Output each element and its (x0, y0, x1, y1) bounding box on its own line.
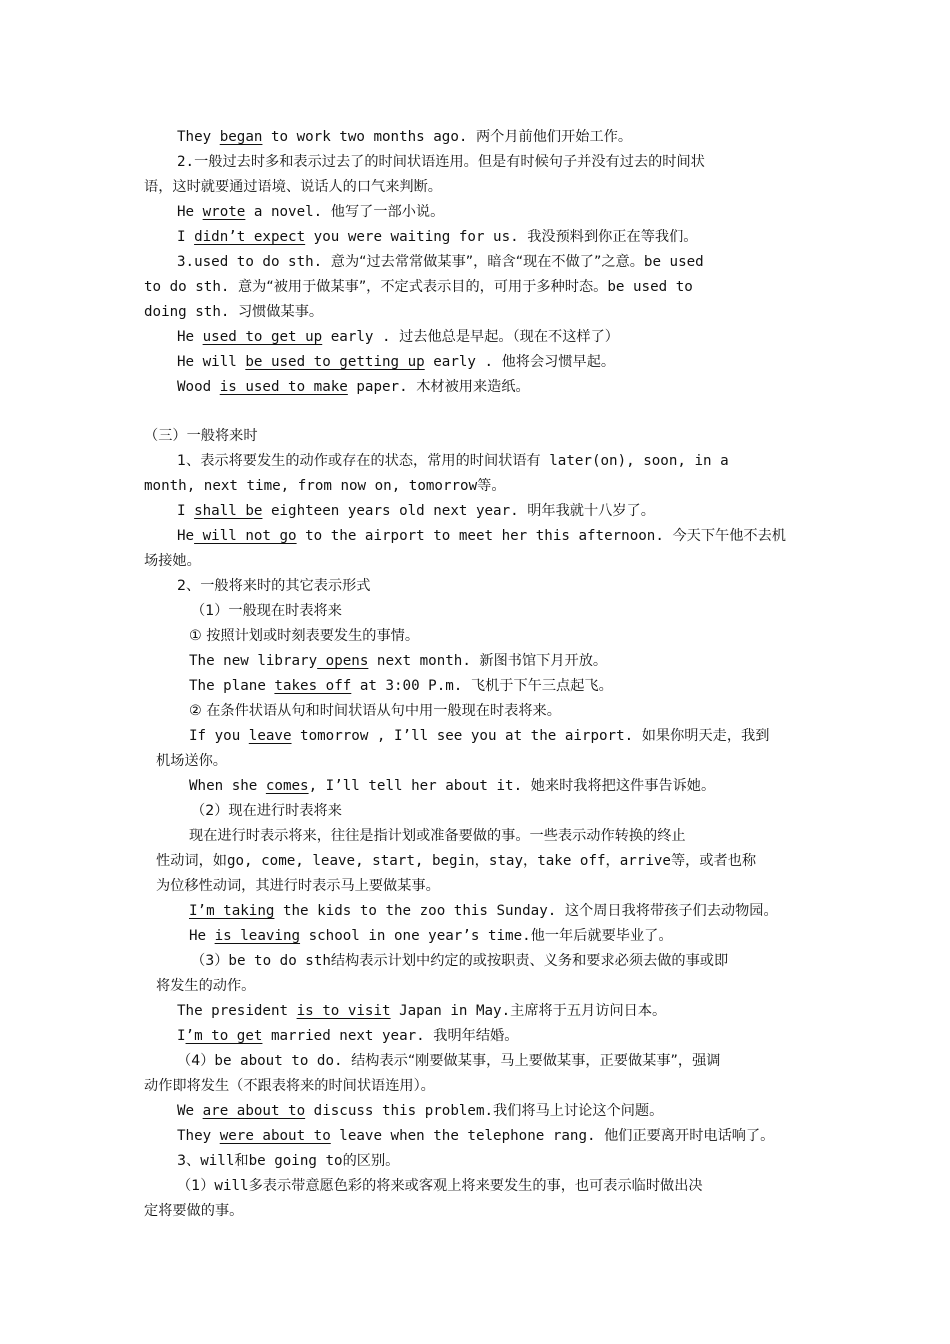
text-run: 他写了一部小说。 (330, 204, 445, 220)
text-run: doing sth. (144, 304, 238, 320)
text-line (0, 674, 950, 699)
underlined-phrase: is leaving (214, 928, 301, 944)
text-line (0, 1199, 950, 1224)
text-line (0, 749, 950, 774)
underlined-phrase: will not go (194, 528, 297, 544)
text-run: be about to do. (214, 1053, 352, 1069)
text-line (0, 424, 950, 449)
underlined-phrase: opens (317, 653, 369, 669)
text-line (0, 1149, 950, 1174)
text-run: They (177, 129, 220, 145)
underlined-phrase: be used to getting up (245, 354, 425, 370)
text-run: you were waiting for us. (305, 229, 528, 245)
text-run: eighteen years old next year. (262, 503, 528, 519)
text-run: 场接她。 (144, 553, 201, 569)
text-run: 1、表示将要发生的动作或存在的状态，常用的时间状语有 (177, 453, 541, 469)
text-run: ① 按照计划或时刻表要发生的事情。 (189, 628, 420, 644)
text-run: （1）一般现在时表将来 (191, 603, 342, 619)
text-run: 明年我就十八岁了。 (527, 503, 655, 519)
text-run: 意为“被用于做某事”，不定式表示目的，可用于多种时态。 (237, 279, 608, 295)
text-run: will (200, 1153, 235, 1169)
text-line (0, 449, 950, 474)
text-run: The president (177, 1003, 297, 1019)
underlined-phrase: ’m to get (185, 1028, 263, 1044)
text-run: 他们正要离开时电话响了。 (604, 1128, 775, 1144)
text-run: （4） (177, 1053, 215, 1069)
underlined-phrase: leave (248, 728, 292, 744)
text-run: to do sth. (144, 279, 238, 295)
text-run: The new library (189, 653, 318, 669)
underlined-phrase: were about to (219, 1128, 331, 1144)
text-run: 2、一般将来时的其它表示形式 (177, 578, 371, 594)
text-run: （2）现在进行时表将来 (191, 803, 342, 819)
text-run: （三）一般将来时 (144, 428, 258, 444)
text-run: ② 在条件状语从句和时间状语从句中用一般现在时表将来。 (189, 703, 561, 719)
text-line (0, 724, 950, 749)
text-run: Japan in May. (390, 1003, 511, 1019)
text-line (0, 649, 950, 674)
text-run: to work two months ago. (262, 129, 476, 145)
text-run: 等，或者也称 (670, 853, 757, 869)
text-run: 他一年后就要毕业了。 (530, 928, 673, 944)
text-run: paper. (347, 379, 417, 395)
text-line (0, 949, 950, 974)
text-run: 过去他总是早起。（现在不这样了） (399, 329, 619, 345)
text-run: 如果你明天走，我到 (641, 728, 770, 744)
text-line (0, 549, 950, 574)
underlined-phrase: wrote (202, 204, 246, 220)
text-run: at 3:00 P.m. (351, 678, 471, 694)
text-run: They (177, 1128, 220, 1144)
text-run: 结构表示计划中约定的或按职责、义务和要求必须去做的事或即 (330, 953, 729, 969)
text-run: 飞机于下午三点起飞。 (470, 678, 613, 694)
text-run: 这个周日我将带孩子们去动物园。 (564, 903, 778, 919)
text-line (0, 1049, 950, 1074)
underlined-phrase: didn’t expect (194, 229, 306, 245)
text-run: When she (189, 778, 266, 794)
text-run: 一般过去时多和表示过去了的时间状语连用。但是有时候句子并没有过去的时间状 (194, 154, 705, 170)
text-run: （3） (191, 953, 229, 969)
text-run: I (177, 1028, 186, 1044)
text-run: 主席将于五月访问日本。 (510, 1003, 667, 1019)
text-run: 性动词，如 (156, 853, 227, 869)
text-line (0, 250, 950, 275)
text-run: I (177, 229, 195, 245)
text-line (0, 924, 950, 949)
text-run: 新图书馆下月开放。 (479, 653, 608, 669)
text-run: married next year. (262, 1028, 434, 1044)
text-run: 木材被用来造纸。 (416, 379, 530, 395)
text-run: 2. (177, 154, 195, 170)
underlined-phrase: used to get up (202, 329, 323, 345)
text-run: 为位移性动词，其进行时表示马上要做某事。 (156, 878, 440, 894)
text-line (0, 524, 950, 549)
text-line (0, 899, 950, 924)
text-run: 语，这时就要通过语境、说话人的口气来判断。 (144, 179, 442, 195)
text-line (0, 849, 950, 874)
text-line (0, 375, 950, 400)
text-line (0, 974, 950, 999)
text-line (0, 200, 950, 225)
text-run: 现在进行时表示将来，往往是指计划或准备要做的事。一些表示动作转换的终止 (189, 828, 686, 844)
text-line (0, 1074, 950, 1099)
text-run: He (177, 528, 195, 544)
text-line (0, 125, 950, 150)
text-run: I (177, 503, 195, 519)
underlined-phrase: shall be (194, 503, 263, 519)
text-run: 将发生的动作。 (156, 978, 256, 994)
underlined-phrase: is to visit (296, 1003, 391, 1019)
text-run: discuss this problem. (305, 1103, 494, 1119)
text-run: go, come, leave, start, begin，stay，take off，arrive (226, 853, 671, 869)
text-run: If you (189, 728, 249, 744)
text-line (0, 225, 950, 250)
text-line (0, 150, 950, 175)
text-line (0, 300, 950, 325)
text-run: school in one year’s time. (300, 928, 531, 944)
text-run: 3.used to do sth. (177, 254, 331, 270)
text-run: We (177, 1103, 203, 1119)
text-run: 机场送你。 (156, 753, 227, 769)
text-run: He (177, 204, 203, 220)
text-line (0, 824, 950, 849)
text-run: tomorrow , I’ll see you at the airport. (291, 728, 642, 744)
text-run: （1） (177, 1178, 215, 1194)
text-run: 习惯做某事。 (237, 304, 324, 320)
text-run: 我没预料到你正在等我们。 (527, 229, 698, 245)
text-run: 他将会习惯早起。 (501, 354, 616, 370)
underlined-phrase: began (219, 129, 263, 145)
text-line (0, 325, 950, 350)
text-run: 3、 (177, 1153, 201, 1169)
text-run: be going to (248, 1153, 343, 1169)
text-run: early . (424, 354, 502, 370)
text-run: 两个月前他们开始工作。 (475, 129, 633, 145)
underlined-phrase: comes (265, 778, 309, 794)
underlined-phrase: I’m taking (189, 903, 275, 919)
text-line (0, 624, 950, 649)
underlined-phrase: are about to (202, 1103, 306, 1119)
text-run: 多表示带意愿色彩的将来或客观上将来要发生的事，也可表示临时做出决 (248, 1178, 703, 1194)
underlined-phrase: is used to make (219, 379, 348, 395)
text-run: He (177, 329, 203, 345)
text-run: month, next time, from now on, tomorrow (144, 478, 478, 494)
text-run: to the airport to meet her this afternoon. (296, 528, 673, 544)
text-run: later(on), soon, in a (540, 453, 729, 469)
text-line (0, 275, 950, 300)
text-run: He (189, 928, 215, 944)
text-run: early . (322, 329, 400, 345)
text-run: 我明年结婚。 (433, 1028, 519, 1044)
text-line (0, 599, 950, 624)
text-line (0, 1099, 950, 1124)
text-run: 的区别。 (342, 1153, 400, 1169)
text-run: 我们将马上讨论这个问题。 (493, 1103, 664, 1119)
text-line (0, 999, 950, 1024)
text-line (0, 774, 950, 799)
text-run: 和 (234, 1153, 249, 1169)
text-line (0, 175, 950, 200)
text-run: be to do sth (228, 953, 331, 969)
text-run: 意为“过去常常做某事”，暗含“现在不做了”之意。 (330, 254, 644, 270)
text-line (0, 474, 950, 499)
text-line (0, 499, 950, 524)
text-line (0, 799, 950, 824)
text-run: 等。 (477, 478, 506, 494)
text-run: 今天下午他不去机 (672, 528, 786, 544)
text-line (0, 1124, 950, 1149)
text-run: a novel. (245, 204, 331, 220)
text-run: The plane (189, 678, 275, 694)
text-run: He will (177, 354, 246, 370)
text-run: be used to (607, 279, 693, 295)
text-run: the kids to the zoo this Sunday. (274, 903, 565, 919)
text-run: , I’ll tell her about it. (308, 778, 531, 794)
underlined-phrase: takes off (274, 678, 352, 694)
text-line (0, 1174, 950, 1199)
text-run: will (214, 1178, 249, 1194)
text-line (0, 350, 950, 375)
text-run: 她来时我将把这件事告诉她。 (530, 778, 716, 794)
text-line (0, 699, 950, 724)
text-line (0, 1024, 950, 1049)
text-run: 结构表示“刚要做某事，马上要做某事，正要做某事”，强调 (351, 1053, 721, 1069)
text-run: be used (643, 254, 704, 270)
text-run: leave when the telephone rang. (330, 1128, 605, 1144)
text-run: 动作即将发生（不跟表将来的时间状语连用）。 (144, 1078, 435, 1094)
text-line (0, 574, 950, 599)
text-run: next month. (368, 653, 480, 669)
text-line (0, 874, 950, 899)
text-run: Wood (177, 379, 220, 395)
text-run: 定将要做的事。 (144, 1203, 244, 1219)
